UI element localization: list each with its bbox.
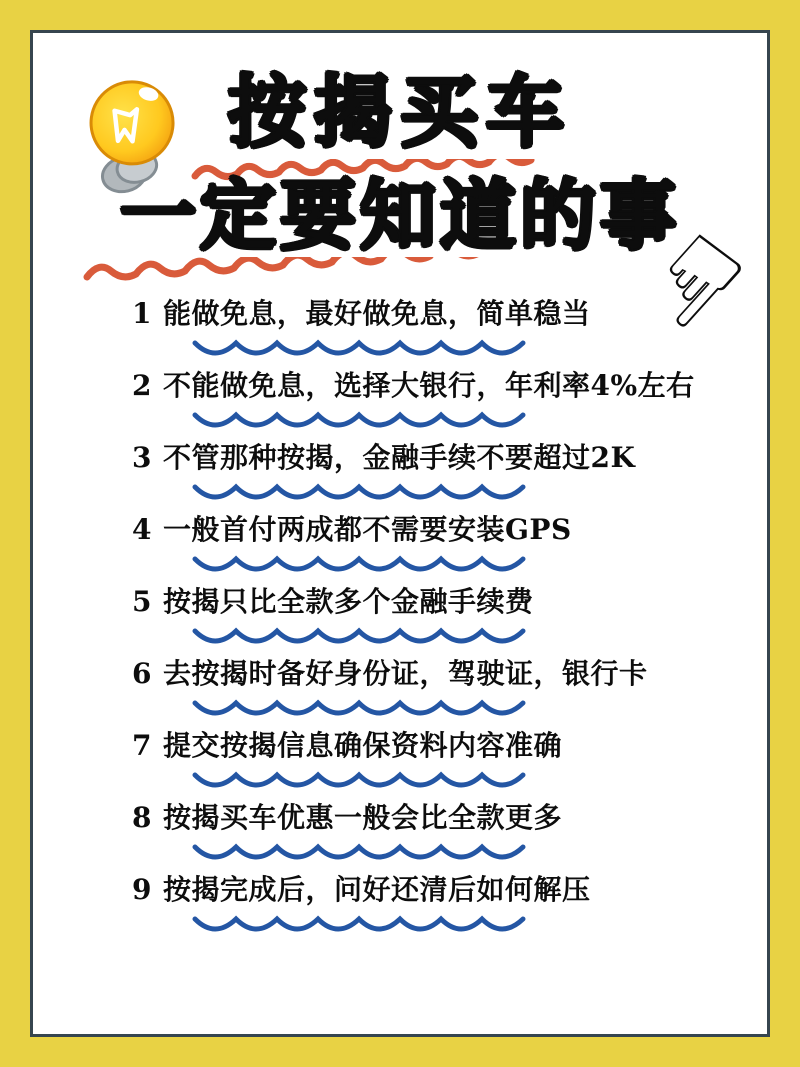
tip-text: 去按揭时备好身份证，驾驶证，银行卡 bbox=[163, 657, 648, 690]
tip-text: 按揭买车优惠一般会比全款更多 bbox=[163, 801, 563, 834]
page-title-line1: 按揭买车 bbox=[227, 68, 572, 158]
blue-wavy-underline bbox=[191, 839, 527, 867]
list-item-7 bbox=[33, 727, 767, 799]
tip-number: 5 bbox=[132, 585, 152, 618]
tip-line bbox=[129, 655, 767, 693]
tip-number: 1 bbox=[132, 297, 152, 330]
list-item-9 bbox=[33, 871, 767, 943]
tip-number: 7 bbox=[132, 729, 152, 762]
tip-number: 9 bbox=[132, 873, 152, 906]
list-item-1 bbox=[33, 295, 767, 367]
blue-wavy-underline bbox=[191, 767, 527, 795]
tip-line bbox=[129, 367, 767, 405]
tip-text: 一般首付两成都不需要安装GPS bbox=[163, 513, 572, 546]
tip-number: 8 bbox=[132, 801, 152, 834]
blue-wavy-underline bbox=[191, 911, 527, 939]
list-item-5 bbox=[33, 583, 767, 655]
tip-text: 能做免息，最好做免息，简单稳当 bbox=[163, 297, 591, 330]
blue-wavy-underline bbox=[191, 551, 527, 579]
list-item-8 bbox=[33, 799, 767, 871]
tip-line bbox=[129, 439, 767, 477]
blue-wavy-underline bbox=[191, 479, 527, 507]
blue-wavy-underline bbox=[191, 623, 527, 651]
tip-line bbox=[129, 295, 767, 333]
tip-text: 按揭只比全款多个金融手续费 bbox=[163, 585, 534, 618]
tips-list bbox=[33, 295, 767, 943]
tip-text: 按揭完成后，问好还清后如何解压 bbox=[163, 873, 591, 906]
pointing-hand-down-left-icon: ☟ bbox=[620, 206, 767, 358]
content-card bbox=[30, 30, 770, 1037]
tip-number: 4 bbox=[132, 513, 152, 546]
tip-number: 6 bbox=[132, 657, 152, 690]
list-item-2 bbox=[33, 367, 767, 439]
list-item-6 bbox=[33, 655, 767, 727]
tip-line bbox=[129, 727, 767, 765]
tip-line bbox=[129, 871, 767, 909]
blue-wavy-underline bbox=[191, 335, 527, 363]
page-title-line2: 一定要知道的事 bbox=[120, 171, 680, 260]
blue-wavy-underline bbox=[191, 695, 527, 723]
tip-number: 2 bbox=[132, 369, 152, 402]
tip-line bbox=[129, 511, 767, 549]
tip-text: 不管那种按揭，金融手续不要超过2K bbox=[163, 441, 636, 474]
list-item-4 bbox=[33, 511, 767, 583]
list-item-3 bbox=[33, 439, 767, 511]
tip-line bbox=[129, 583, 767, 621]
tip-text: 不能做免息，选择大银行，年利率4%左右 bbox=[163, 369, 695, 402]
blue-wavy-underline bbox=[191, 407, 527, 435]
tip-number: 3 bbox=[132, 441, 152, 474]
tip-line bbox=[129, 799, 767, 837]
tip-text: 提交按揭信息确保资料内容准确 bbox=[163, 729, 563, 762]
